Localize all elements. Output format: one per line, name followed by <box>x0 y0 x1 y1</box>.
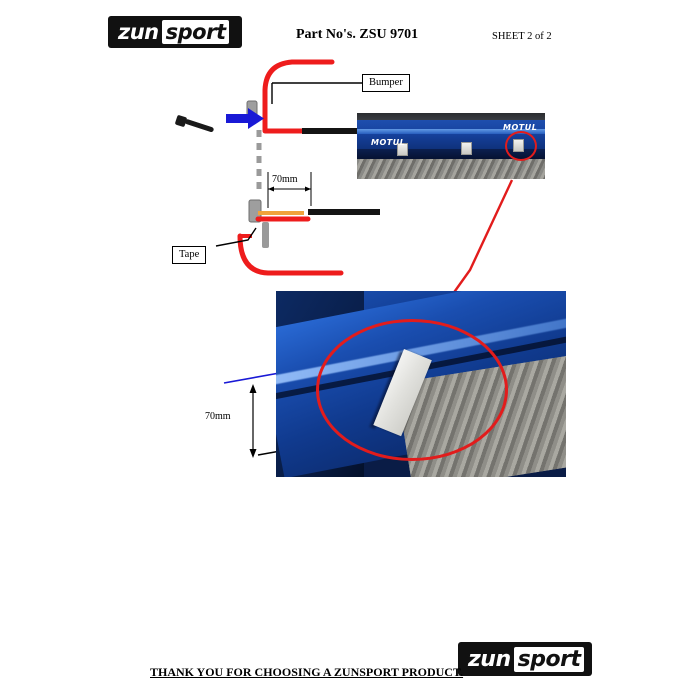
photo-tape-closeup <box>276 291 566 477</box>
photo-bumper-fitted <box>357 113 545 179</box>
photo-top-ground <box>357 159 545 179</box>
photo-main-highlight-ellipse <box>316 319 508 461</box>
callout-tape: Tape <box>172 246 206 264</box>
bumper-profile-lower <box>240 236 341 273</box>
dim-top-arrow-left <box>268 187 274 192</box>
dim-bottom-arrow-down <box>250 449 257 458</box>
footer-thank-you: THANK YOU FOR CHOOSING A ZUNSPORT PRODUCT. <box>150 665 464 679</box>
direction-arrow-blue <box>226 108 264 129</box>
clip-upper <box>247 101 257 121</box>
dim-bottom-arrow-up <box>250 384 257 393</box>
tape-leader-line <box>216 228 256 246</box>
tape-marker <box>258 211 304 215</box>
dimension-label-bottom: 70mm <box>205 411 231 422</box>
logo-text-zun-footer: zun <box>468 646 511 672</box>
dim-top-arrow-right <box>305 187 311 192</box>
clip-lower <box>249 200 261 222</box>
logo-text-sport: sport <box>162 20 230 44</box>
photo-top-highlight-circle <box>505 131 537 161</box>
photo-top-background <box>357 113 545 120</box>
zunsport-logo-footer <box>458 642 592 676</box>
photo-top-clip-2 <box>461 142 472 155</box>
logo-text-zun: zun <box>118 20 159 44</box>
bolt-icon <box>175 115 215 133</box>
stud-lower <box>262 222 269 248</box>
grille-bar-upper <box>302 128 358 134</box>
part-number-title: Part No's. ZSU 9701 <box>296 27 419 42</box>
photo-top-decal-left: MOTUL <box>371 138 406 147</box>
logo-text-sport-footer: sport <box>514 647 585 672</box>
callout-bumper: Bumper <box>362 74 410 92</box>
zunsport-logo-header <box>108 16 242 48</box>
photo-top-decal-right: MOTUL <box>503 123 538 132</box>
grille-bar-lower <box>308 209 380 215</box>
bumper-profile-upper <box>265 62 332 130</box>
dimension-label-top: 70mm <box>272 174 298 185</box>
sheet-number-label: SHEET 2 of 2 <box>492 31 552 42</box>
